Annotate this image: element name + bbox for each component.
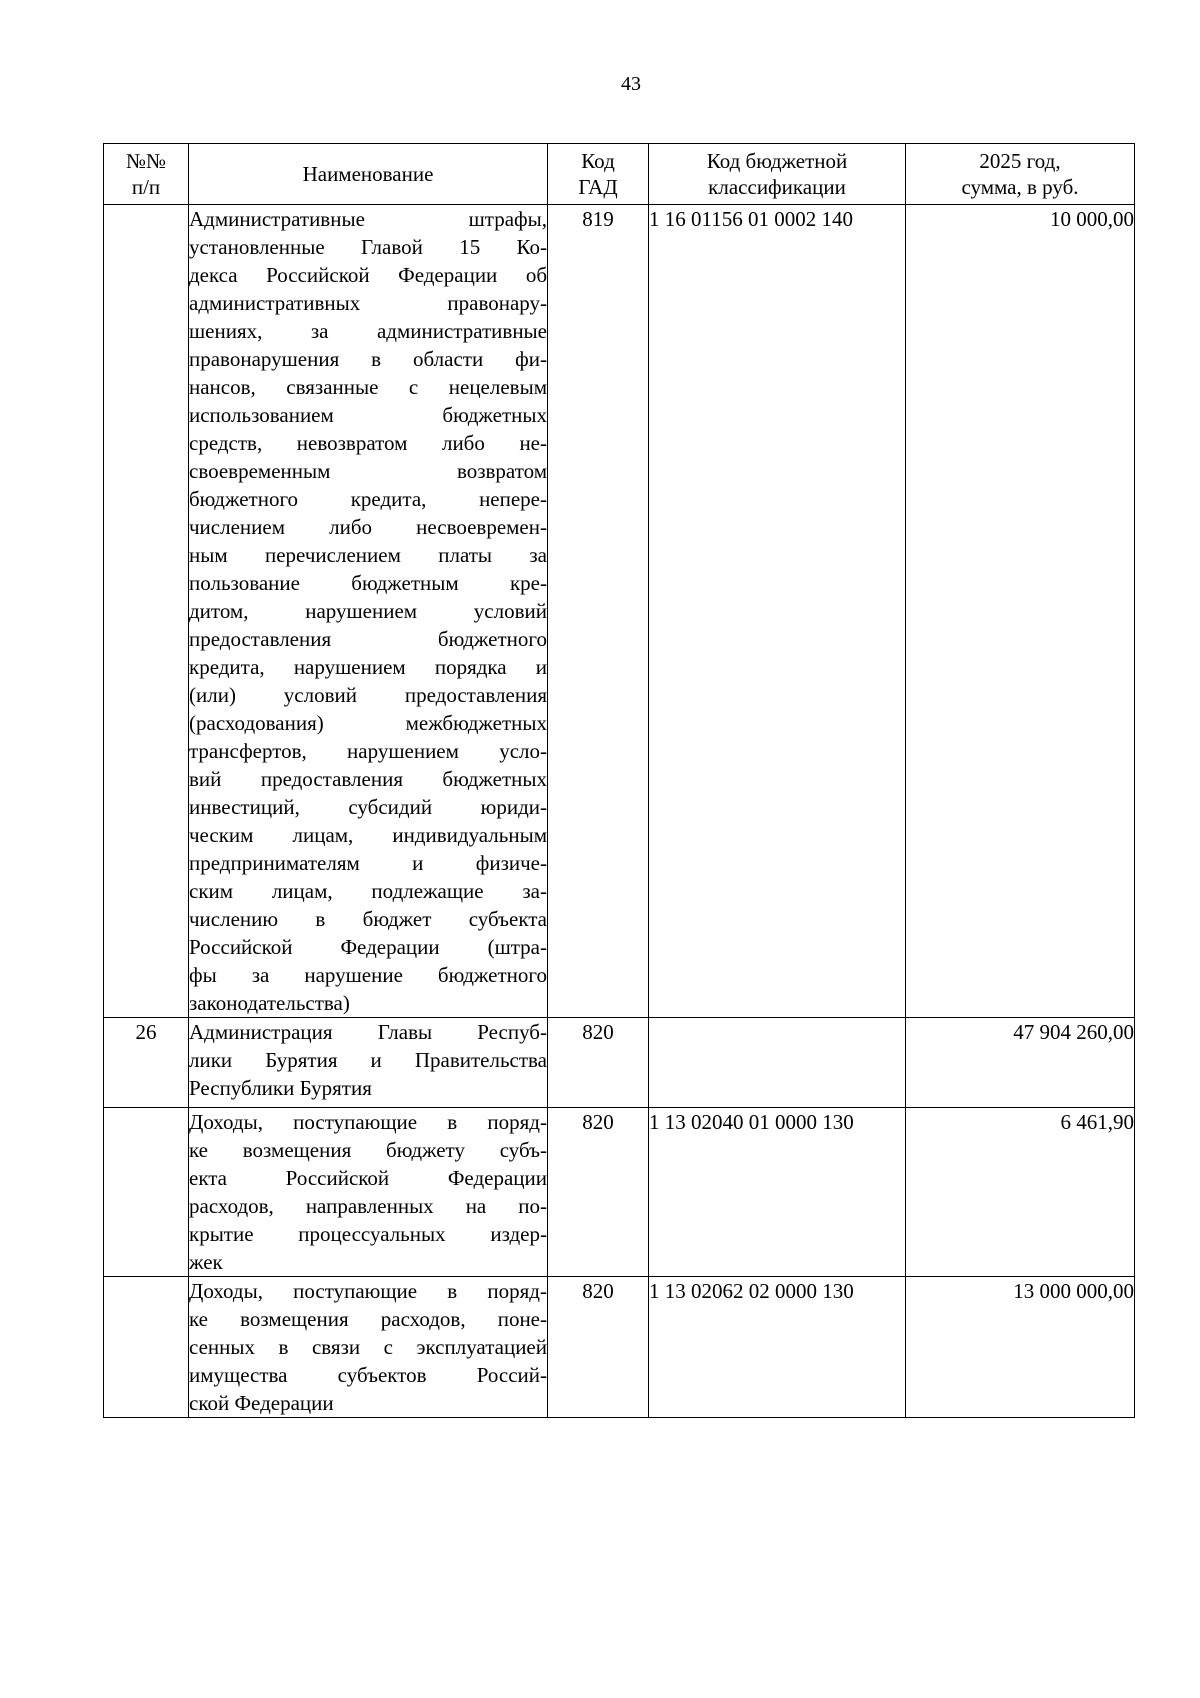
row-name-line: имущества субъектов Россий- (189, 1363, 547, 1387)
row-gad-cell: 819 (548, 205, 649, 1018)
row-gad-cell: 820 (548, 1018, 649, 1108)
row-sum-cell: 6 461,90 (906, 1108, 1135, 1277)
row-name-line: использованием бюджетных (189, 403, 547, 427)
row-name-line: ке возмещения бюджету субъ- (189, 1138, 547, 1162)
header-num-line2: п/п (131, 175, 161, 199)
table-row (104, 205, 1135, 1018)
row-name-line: предпринимателям и физиче- (189, 851, 547, 875)
row-classification-code-cell: 1 16 01156 01 0002 140 (649, 205, 906, 1018)
row-name-line: бюджетного кредита, непере- (189, 487, 547, 511)
table-row (104, 1277, 1135, 1418)
row-gad-cell: 820 (548, 1108, 649, 1277)
row-name-line: лики Бурятия и Правительства (189, 1048, 547, 1072)
row-name-cell (189, 205, 548, 1018)
header-sum-line1: 2025 год, (979, 149, 1061, 173)
row-sum-cell: 13 000 000,00 (906, 1277, 1135, 1418)
header-name: Наименование (189, 144, 548, 205)
budget-revenue-table (103, 143, 1135, 1418)
row-name-line: Российской Федерации (штра- (189, 935, 547, 959)
row-name-line: административных правонару- (189, 291, 547, 315)
row-name-line: фы за нарушение бюджетного (189, 963, 547, 987)
header-num (104, 144, 189, 205)
row-name-line: жек (189, 1250, 223, 1274)
row-number-cell: 26 (104, 1018, 189, 1108)
row-name-line: дитом, нарушением условий (189, 599, 547, 623)
header-code (649, 144, 906, 205)
row-classification-code-cell: 1 13 02040 01 0000 130 (649, 1108, 906, 1277)
row-name-line: ским лицам, подлежащие за- (189, 879, 547, 903)
row-name-line: установленные Главой 15 Ко- (189, 235, 547, 259)
row-name-line: Администрация Главы Респуб- (189, 1020, 547, 1044)
row-name-line: правонарушения в области фи- (189, 347, 547, 371)
row-name-line: Административные штрафы, (189, 207, 547, 231)
row-name-line: шениях, за административные (189, 319, 547, 343)
row-name-line: (расходования) межбюджетных (189, 711, 547, 735)
header-sum (906, 144, 1135, 205)
header-code-line2: классификации (708, 175, 846, 199)
row-name-line: Доходы, поступающие в поряд- (189, 1110, 547, 1134)
row-name-line: числению в бюджет субъекта (189, 907, 547, 931)
row-name-line: Республики Бурятия (189, 1076, 372, 1100)
row-name-line: Доходы, поступающие в поряд- (189, 1279, 547, 1303)
row-name-line: числением либо несвоевремен- (189, 515, 547, 539)
row-name-line: ке возмещения расходов, поне- (189, 1307, 547, 1331)
row-name-line: екта Российской Федерации (189, 1166, 547, 1190)
row-name-cell (189, 1018, 548, 1108)
row-name-line: инвестиций, субсидий юриди- (189, 795, 547, 819)
row-gad-cell: 820 (548, 1277, 649, 1418)
header-gad-line1: Код (581, 149, 615, 173)
row-name-line: законодательства) (189, 991, 350, 1015)
header-sum-line2: сумма, в руб. (961, 175, 1079, 199)
row-name-line: нансов, связанные с нецелевым (189, 375, 547, 399)
row-name-line: предоставления бюджетного (189, 627, 547, 651)
row-classification-code-cell: 1 13 02062 02 0000 130 (649, 1277, 906, 1418)
row-name-line: пользование бюджетным кре- (189, 571, 547, 595)
row-name-line: трансфертов, нарушением усло- (189, 739, 547, 763)
row-name-line: ческим лицам, индивидуальным (189, 823, 547, 847)
header-gad-line2: ГАД (578, 175, 618, 199)
row-number-cell (104, 1277, 189, 1418)
row-name-line: кредита, нарушением порядка и (189, 655, 547, 679)
row-name-cell (189, 1277, 548, 1418)
table-header-row (104, 144, 1135, 205)
row-name-line: (или) условий предоставления (189, 683, 547, 707)
row-name-line: средств, невозвратом либо не- (189, 431, 547, 455)
table-row (104, 1018, 1135, 1108)
row-name-line: сенных в связи с эксплуатацией (189, 1335, 547, 1359)
row-name-line: крытие процессуальных издер- (189, 1222, 547, 1246)
page-number: 43 (621, 73, 641, 95)
row-name-line: расходов, направленных на по- (189, 1194, 547, 1218)
row-sum-cell: 47 904 260,00 (906, 1018, 1135, 1108)
row-name-line: декса Российской Федерации об (189, 263, 547, 287)
row-name-line: своевременным возвратом (189, 459, 547, 483)
row-classification-code-cell (649, 1018, 906, 1108)
row-sum-cell: 10 000,00 (906, 205, 1135, 1018)
row-name-line: ской Федерации (189, 1391, 334, 1415)
row-name-cell (189, 1108, 548, 1277)
header-num-line1: №№ (125, 149, 167, 173)
row-number-cell (104, 205, 189, 1018)
row-name-line: вий предоставления бюджетных (189, 767, 547, 791)
row-number-cell (104, 1108, 189, 1277)
header-code-line1: Код бюджетной (706, 149, 848, 173)
table-row (104, 1108, 1135, 1277)
row-name-line: ным перечислением платы за (189, 543, 547, 567)
header-gad (548, 144, 649, 205)
